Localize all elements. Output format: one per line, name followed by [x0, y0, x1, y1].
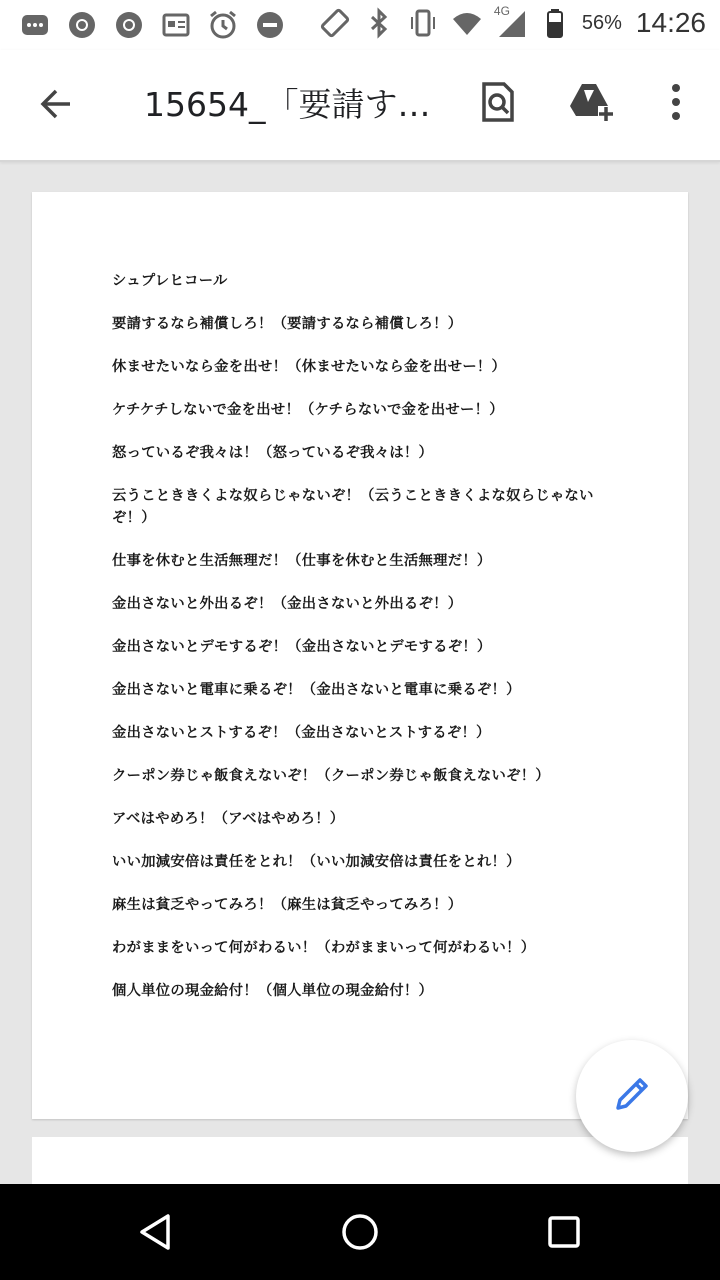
doc-line: 云うことききくよな奴らじゃないぞ！（云うことききくよな奴らじゃないぞ！） [112, 488, 594, 526]
doc-line: 仕事を休むと生活無理だ！（仕事を休むと生活無理だ！） [112, 553, 492, 569]
navigation-bar [0, 1184, 720, 1280]
vibrate-icon [406, 6, 440, 40]
doc-line: いい加減安倍は責任をとれ！（いい加減安倍は責任をとれ！） [112, 854, 521, 870]
nav-back-button[interactable] [128, 1206, 184, 1262]
nav-back-icon [136, 1212, 176, 1256]
bluetooth-icon [362, 6, 396, 40]
signal-icon [494, 6, 528, 40]
alarm-icon [206, 8, 240, 42]
find-in-document-button[interactable] [470, 76, 526, 132]
rotate-icon [318, 6, 352, 40]
nav-recents-icon [544, 1212, 584, 1256]
document-body [112, 270, 602, 1023]
document-page[interactable] [32, 192, 688, 1119]
status-bar [0, 0, 720, 50]
app-bar [0, 50, 720, 162]
more-options-button[interactable] [650, 76, 702, 132]
wifi-icon [450, 6, 484, 40]
doc-line: 金出さないと外出るぞ！（金出さないと外出るぞ！） [112, 596, 463, 612]
doc-line: 金出さないとデモするぞ！（金出さないとデモするぞ！） [112, 639, 492, 655]
messages-icon [18, 8, 52, 42]
doc-line: アベはやめろ！（アベはやめろ！） [112, 811, 345, 827]
doc-line: 怒っているぞ我々は！（怒っているぞ我々は！） [112, 445, 434, 461]
doc-line: 麻生は貧乏やってみろ！（麻生は貧乏やってみろ！） [112, 897, 463, 913]
doc-line: 個人単位の現金給付！（個人単位の現金給付！） [112, 983, 434, 999]
doc-heading: シュプレヒコール [112, 273, 228, 289]
add-to-drive-button[interactable] [564, 76, 620, 132]
back-arrow-icon [36, 84, 76, 128]
battery-icon [538, 6, 572, 40]
do-not-disturb-icon [253, 8, 287, 42]
doc-line: 休ませたいなら金を出せ！（休ませたいなら金を出せー！） [112, 359, 507, 375]
more-vert-icon [670, 82, 682, 126]
doc-line: ケチケチしないで金を出せ！（ケチらないで金を出せー！） [112, 402, 504, 418]
chrome-icon [65, 8, 99, 42]
add-to-drive-icon [568, 80, 616, 128]
nav-recents-button[interactable] [536, 1206, 592, 1262]
find-in-document-icon [478, 80, 518, 128]
doc-line: 要請するなら補償しろ！（要請するなら補償しろ！） [112, 316, 463, 332]
nav-home-icon [340, 1212, 380, 1256]
back-button[interactable] [28, 78, 84, 134]
doc-line: 金出さないとストするぞ！（金出さないとストするぞ！） [112, 725, 491, 741]
edit-pencil-icon [612, 1074, 652, 1118]
doc-line: 金出さないと電車に乗るぞ！（金出さないと電車に乗るぞ！） [112, 682, 521, 698]
doc-line: わがままをいって何がわるい！（わがままいって何がわるい！） [112, 940, 536, 956]
clock: 14:26 [635, 7, 706, 38]
battery-percentage: 56% [581, 11, 622, 34]
news-icon [159, 8, 193, 42]
edit-button[interactable] [576, 1040, 688, 1152]
network-type-label: 4G [493, 4, 510, 18]
notification-icons [18, 8, 287, 42]
document-title: 15654_「要請す… [144, 85, 431, 124]
chrome-icon [112, 8, 146, 42]
doc-line: クーポン券じゃ飯食えないぞ！（クーポン券じゃ飯食えないぞ！） [112, 768, 550, 784]
system-icons [318, 6, 706, 40]
nav-home-button[interactable] [332, 1206, 388, 1262]
